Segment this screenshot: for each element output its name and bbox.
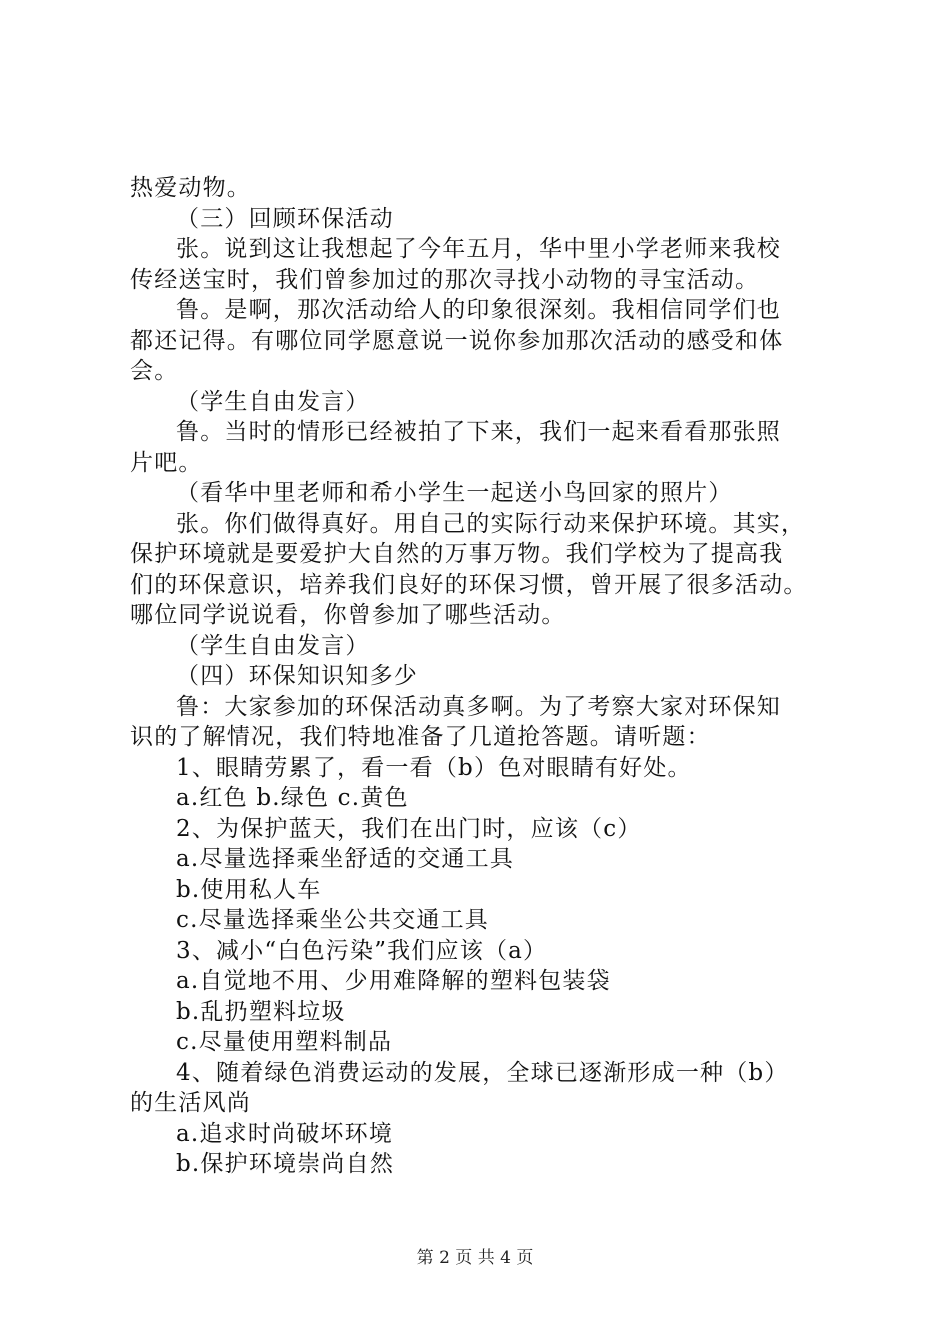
text-line: b.乱扔塑料垃圾 (176, 998, 346, 1025)
text-line: 的生活风尚 (130, 1090, 251, 1116)
text-line: b.保护环境崇尚自然 (176, 1151, 395, 1177)
text-line: 们的环保意识，培养我们良好的环保习惯，曾开展了很多活动。 (130, 571, 808, 598)
text-line: 哪位同学说说看，你曾参加了哪些活动。 (130, 602, 566, 628)
text-line: 传经送宝时，我们曾参加过的那次寻找小动物的寻宝活动。 (130, 266, 760, 293)
text-line: 4、随着绿色消费运动的发展，全球已逐渐形成一种（b） (176, 1059, 789, 1086)
text-line: a.自觉地不用、少用难降解的塑料包装袋 (176, 968, 611, 994)
text-line: 热爱动物。 (130, 175, 251, 201)
text-line: 3、减小“白色污染”我们应该（a） (176, 937, 548, 964)
text-line: a.红色 b.绿色 c.黄色 (176, 785, 409, 811)
text-line: 张。说到这让我想起了今年五月，华中里小学老师来我校 (176, 236, 781, 262)
text-line: 识的了解情况，我们特地准备了几道抢答题。请听题： (130, 724, 711, 750)
text-line: 会。 (130, 358, 179, 384)
document-body (130, 173, 860, 1180)
text-line: c.尽量使用塑料制品 (176, 1029, 393, 1055)
text-line: a.追求时尚破坏环境 (176, 1120, 394, 1147)
text-line: 都还记得。有哪位同学愿意说一说你参加那次活动的感受和体 (130, 327, 784, 354)
text-line: （看华中里老师和希小学生一起送小鸟回家的照片） (176, 480, 733, 506)
text-line: 保护环境就是要爱护大自然的万事万物。我们学校为了提高我 (130, 541, 784, 567)
text-line: （四）环保知识知多少 (176, 663, 418, 689)
text-line: b.使用私人车 (176, 876, 322, 903)
text-line: 2、为保护蓝天，我们在出门时，应该（c） (176, 815, 642, 842)
text-line: 鲁：大家参加的环保活动真多啊。为了考察大家对环保知 (176, 693, 781, 720)
text-line: 片吧。 (130, 449, 203, 476)
text-line: 1、眼睛劳累了，看一看（b）色对眼睛有好处。 (176, 754, 692, 781)
text-line: 鲁。当时的情形已经被拍了下来，我们一起来看看那张照 (176, 419, 781, 445)
text-line: （学生自由发言） (176, 632, 370, 659)
text-line: c.尽量选择乘坐公共交通工具 (176, 907, 489, 933)
page-footer: 第 2 页 共 4 页 (416, 1248, 534, 1268)
text-line: 张。你们做得真好。用自己的实际行动来保护环境。其实， (176, 510, 806, 537)
text-line: a.尽量选择乘坐舒适的交通工具 (176, 846, 515, 872)
text-line: （学生自由发言） (176, 388, 370, 415)
text-line: 鲁。是啊，那次活动给人的印象很深刻。我相信同学们也 (176, 297, 781, 323)
text-line: （三）回顾环保活动 (176, 205, 394, 232)
